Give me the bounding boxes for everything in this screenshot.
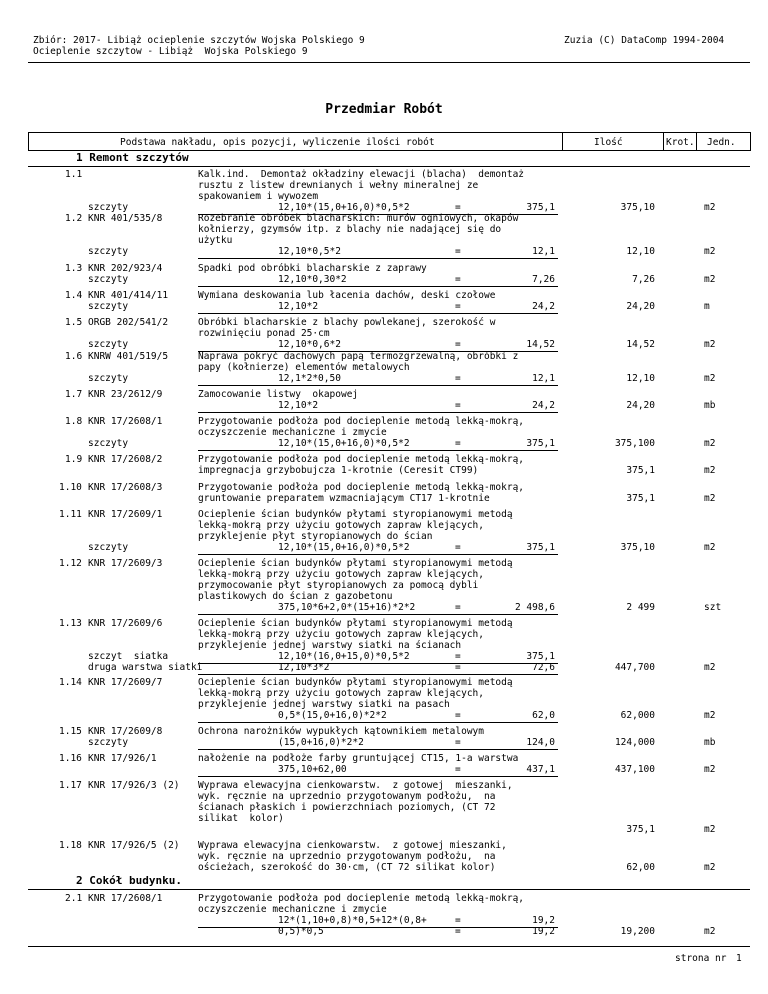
calc-expression: 12,10*0,6*2 — [278, 339, 341, 350]
row-basis: ORGB 202/541/2 — [88, 317, 169, 328]
calc-equals: = — [455, 373, 461, 384]
calc-result: 2 498,6 — [514, 602, 555, 613]
calc-result: 437,1 — [526, 764, 555, 775]
calc-expression: 375,10+62,00 — [278, 764, 347, 775]
row-unit: m2 — [704, 202, 716, 213]
calc-equals: = — [455, 438, 461, 449]
row-description: przyklejenie jednej warstwy siatki na ścianach — [198, 640, 462, 651]
row-description: impregnacja grzybobujcza 1-krotnie (Ceresit CT99) — [198, 465, 479, 476]
row-description: rusztu z listew drewnianych i wełny mineralnej ze — [198, 180, 479, 191]
row-description: Ocieplenie ścian budynków płytami styropianowymi metodą — [198, 618, 513, 629]
row-description: plastikowych do ścian z gazobetonu — [198, 591, 393, 602]
header-software: Zuzia (C) DataComp 1994-2004 — [564, 35, 725, 46]
row-description: Przygotowanie podłoża pod docieplenie metodą lekką-mokrą, — [198, 416, 525, 427]
calc-underline — [198, 286, 558, 287]
row-basis: KNR 202/923/4 — [88, 263, 163, 274]
calc-underline — [198, 776, 558, 777]
row-unit: m2 — [704, 764, 716, 775]
row-basis: KNR 17/2609/8 — [88, 726, 163, 737]
row-description: Kalk.ind. Demontaż okładziny elewacji (blacha) demontaż — [198, 169, 525, 180]
row-quantity: 375,1 — [626, 493, 655, 504]
row-number: 1.7 — [65, 389, 83, 400]
column-header-desc: Podstawa nakładu, opis pozycji, wyliczenie ilości robót — [120, 137, 435, 148]
calc-expression: 12*(1,10+0,8)*0,5+12*(0,8+ — [278, 915, 427, 926]
row-description: gruntowanie preparatem wzmacniającym CT17 1-krotnie — [198, 493, 490, 504]
row-number: 1.12 — [59, 558, 82, 569]
row-unit: m2 — [704, 246, 716, 257]
calc-underline — [198, 614, 558, 615]
calc-underline — [198, 722, 558, 723]
row-basis: KNR 17/2609/7 — [88, 677, 163, 688]
col-sep-unit — [696, 132, 697, 151]
calc-result: 7,26 — [532, 274, 555, 285]
calc-result: 14,52 — [526, 339, 555, 350]
column-header-krot: Krot. — [666, 137, 695, 148]
row-description: lekką-mokrą przy użyciu gotowych zapraw klejących, — [198, 520, 484, 531]
row-quantity: 24,20 — [626, 400, 655, 411]
row-quantity: 375,1 — [626, 824, 655, 835]
row-description: Spadki pod obróbki blacharskie z zaprawy — [198, 263, 427, 274]
column-header-qty: Ilość — [594, 137, 623, 148]
row-number: 1.14 — [59, 677, 82, 688]
row-quantity: 7,26 — [632, 274, 655, 285]
row-basis: KNR 17/2608/2 — [88, 454, 163, 465]
row-description: przyklejenie jednej warstwy siatki na pasach — [198, 699, 450, 710]
row-basis: KNR 17/2608/1 — [88, 893, 163, 904]
row-quantity: 24,20 — [626, 301, 655, 312]
row-label: szczyty — [88, 202, 129, 213]
header-divider — [28, 62, 750, 63]
row-quantity: 62,00 — [626, 862, 655, 873]
calc-equals: = — [455, 737, 461, 748]
row-quantity: 62,000 — [620, 710, 655, 721]
row-description: spakowaniem i wywozem — [198, 191, 319, 202]
row-number: 1.5 — [65, 317, 83, 328]
calc-equals: = — [455, 202, 461, 213]
col-sep-krot — [663, 132, 664, 151]
row-description: Obróbki blacharskie z blachy powlekanej, szerokość w — [198, 317, 496, 328]
row-description: Przygotowanie podłoża pod docieplenie metodą lekką-mokrą, — [198, 482, 525, 493]
calc-expression: 375,10*6+2,0*(15+16)*2*2 — [278, 602, 416, 613]
row-number: 1.8 — [65, 416, 83, 427]
row-number: 1.3 — [65, 263, 83, 274]
calc-expression: 12,10*2 — [278, 400, 319, 411]
footer-page-label: strona nr — [675, 953, 727, 964]
calc-underline — [198, 450, 558, 451]
row-number: 1.17 — [59, 780, 82, 791]
row-basis: KNR 401/535/8 — [88, 213, 163, 224]
row-basis: KNR 17/2608/3 — [88, 482, 163, 493]
section-divider — [28, 166, 750, 167]
row-unit: szt — [704, 602, 722, 613]
row-description: Ocieplenie ścian budynków płytami styropianowymi metodą — [198, 677, 513, 688]
row-number: 1.9 — [65, 454, 83, 465]
header-collection: Zbiór: 2017- Libiąż ocieplenie szczytów Wojska Polskiego 9 — [33, 35, 365, 46]
row-basis: KNR 17/2609/6 — [88, 618, 163, 629]
calc-equals: = — [455, 274, 461, 285]
row-label: szczyty — [88, 274, 129, 285]
calc-result: 12,1 — [532, 246, 555, 257]
footer-divider — [28, 946, 750, 947]
row-quantity: 375,10 — [620, 202, 655, 213]
calc-underline — [198, 412, 558, 413]
calc-expression: 12,10*3*2 — [278, 662, 330, 673]
table-top-border — [28, 132, 750, 133]
calc-expression: 12,10*(15,0+16,0)*0,5*2 — [278, 542, 410, 553]
col-sep-qty — [562, 132, 563, 151]
row-label: szczyt siatka — [88, 651, 169, 662]
row-number: 2.1 — [65, 893, 83, 904]
row-description: wyk. ręcznie na uprzednio przygotowanym podłożu, na — [198, 851, 496, 862]
row-description: Rozebranie obróbek blacharskich: murów ogniowych, okapów — [198, 213, 519, 224]
row-description: Wymiana deskowania lub łacenia dachów, deski czołowe — [198, 290, 496, 301]
row-label: druga warstwa siatki — [88, 662, 203, 673]
calc-result: 62,0 — [532, 710, 555, 721]
row-description: Przygotowanie podłoża pod docieplenie metodą lekką-mokrą, — [198, 454, 525, 465]
row-basis: KNRW 401/519/5 — [88, 351, 169, 362]
row-description: Ochrona narożników wypukłych kątownikiem metalowym — [198, 726, 484, 737]
row-description: przyklejenie płyt styropianowych do ścian — [198, 531, 433, 542]
row-description: nałożenie na podłoże farby gruntującej CT15, 1-a warstwa — [198, 753, 519, 764]
calc-result: 72,6 — [532, 662, 555, 673]
calc-equals: = — [455, 651, 461, 662]
row-description: rozwinięciu ponad 25·cm — [198, 328, 330, 339]
calc-result: 124,0 — [526, 737, 555, 748]
row-basis: KNR 23/2612/9 — [88, 389, 163, 400]
row-unit: m2 — [704, 862, 716, 873]
row-number: 1.13 — [59, 618, 82, 629]
row-description: ościeżach, szerokość do 30·cm, (CT 72 silikat kolor) — [198, 862, 496, 873]
row-number: 1.1 — [65, 169, 83, 180]
row-description: Ocieplenie ścian budynków płytami styropianowymi metodą — [198, 509, 513, 520]
row-description: Ocieplenie ścian budynków płytami styropianowymi metodą — [198, 558, 513, 569]
calc-underline — [198, 749, 558, 750]
row-description: przymocowanie płyt styropianowych za pomocą dybli — [198, 580, 479, 591]
header-project: Ocieplenie szczytow - Libiąż Wojska Polskiego 9 — [33, 46, 308, 57]
calc-equals: = — [455, 926, 461, 937]
calc-equals: = — [455, 339, 461, 350]
calc-equals: = — [455, 662, 461, 673]
row-unit: m2 — [704, 542, 716, 553]
row-description: Zamocowanie listwy okapowej — [198, 389, 359, 400]
row-number: 1.2 — [65, 213, 83, 224]
calc-expression: 12,10*(15,0+16,0)*0,5*2 — [278, 202, 410, 213]
row-number: 1.11 — [59, 509, 82, 520]
calc-result: 19,2 — [532, 915, 555, 926]
calc-equals: = — [455, 764, 461, 775]
row-description: ścianach płaskich i powierzchniach poziomych, (CT 72 — [198, 802, 496, 813]
row-quantity: 2 499 — [626, 602, 655, 613]
calc-result: 24,2 — [532, 400, 555, 411]
row-quantity: 19,200 — [620, 926, 655, 937]
row-unit: m2 — [704, 274, 716, 285]
section-title: 2 Cokół budynku. — [76, 874, 182, 887]
row-basis: KNR 17/2609/1 — [88, 509, 163, 520]
row-number: 1.4 — [65, 290, 83, 301]
row-unit: m2 — [704, 373, 716, 384]
row-description: Wyprawa elewacyjna cienkowarstw. z gotowej mieszanki, — [198, 840, 507, 851]
row-unit: m2 — [704, 710, 716, 721]
row-unit: m2 — [704, 465, 716, 476]
row-description: Naprawa pokryć dachowych papą termozgrzewalną, obróbki z — [198, 351, 519, 362]
calc-result: 12,1 — [532, 373, 555, 384]
row-unit: m2 — [704, 662, 716, 673]
row-quantity: 12,10 — [626, 373, 655, 384]
section-divider — [28, 889, 750, 890]
row-number: 1.16 — [59, 753, 82, 764]
calc-expression: 12,10*0,5*2 — [278, 246, 341, 257]
row-quantity: 437,100 — [614, 764, 655, 775]
calc-underline — [198, 554, 558, 555]
calc-expression: 12,1*2*0,50 — [278, 373, 341, 384]
row-number: 1.18 — [59, 840, 82, 851]
row-number: 1.6 — [65, 351, 83, 362]
page-title: Przedmiar Robót — [325, 102, 443, 117]
row-label: szczyty — [88, 438, 129, 449]
row-basis: KNR 17/926/3 (2) — [88, 780, 180, 791]
row-unit: m2 — [704, 339, 716, 350]
calc-result: 19,2 — [532, 926, 555, 937]
calc-equals: = — [455, 301, 461, 312]
row-label: szczyty — [88, 737, 129, 748]
calc-underline — [198, 313, 558, 314]
calc-expression: 0,5*(15,0+16,0)*2*2 — [278, 710, 387, 721]
row-quantity: 12,10 — [626, 246, 655, 257]
row-description: lekką-mokrą przy użyciu gotowych zapraw klejących, — [198, 569, 484, 580]
calc-expression: 12,10*(15,0+16,0)*0,5*2 — [278, 438, 410, 449]
calc-expression: 0,5)*0,5 — [278, 926, 324, 937]
row-quantity: 124,000 — [614, 737, 655, 748]
row-quantity: 375,100 — [614, 438, 655, 449]
row-description: oczyszczenie mechaniczne i zmycie — [198, 904, 387, 915]
calc-underline — [198, 385, 558, 386]
calc-expression: (15,0+16,0)*2*2 — [278, 737, 364, 748]
row-basis: KNR 17/2608/1 — [88, 416, 163, 427]
row-description: Przygotowanie podłoża pod docieplenie metodą lekką-mokrą, — [198, 893, 525, 904]
row-basis: KNR 17/926/5 (2) — [88, 840, 180, 851]
row-description: wyk. ręcznie na uprzednio przygotowanym podłożu, na — [198, 791, 496, 802]
calc-equals: = — [455, 400, 461, 411]
row-description: użytku — [198, 235, 233, 246]
row-basis: KNR 17/2609/3 — [88, 558, 163, 569]
row-description: oczyszczenie mechaniczne i zmycie — [198, 427, 387, 438]
row-quantity: 14,52 — [626, 339, 655, 350]
calc-result: 375,1 — [526, 202, 555, 213]
row-description: kołnierzy, gzymsów itp. z blachy nie nadającej się do — [198, 224, 502, 235]
row-unit: m2 — [704, 493, 716, 504]
row-label: szczyty — [88, 301, 129, 312]
row-unit: m2 — [704, 926, 716, 937]
row-description: silikat kolor) — [198, 813, 284, 824]
row-quantity: 375,10 — [620, 542, 655, 553]
row-description: lekką-mokrą przy użyciu gotowych zapraw klejących, — [198, 629, 484, 640]
calc-result: 24,2 — [532, 301, 555, 312]
row-unit: m2 — [704, 824, 716, 835]
row-description: Wyprawa elewacyjna cienkowarstw. z gotowej mieszanki, — [198, 780, 513, 791]
row-basis: KNR 17/926/1 — [88, 753, 157, 764]
row-label: szczyty — [88, 542, 129, 553]
row-unit: m — [704, 301, 710, 312]
row-number: 1.10 — [59, 482, 82, 493]
calc-expression: 12,10*(16,0+15,0)*0,5*2 — [278, 651, 410, 662]
row-description: papy (kołnierze) elementów metalowych — [198, 362, 410, 373]
row-label: szczyty — [88, 373, 129, 384]
calc-result: 375,1 — [526, 542, 555, 553]
row-basis: KNR 401/414/11 — [88, 290, 169, 301]
calc-underline — [198, 258, 558, 259]
table-left-border — [28, 132, 29, 151]
footer-page-number: 1 — [736, 953, 742, 964]
row-unit: mb — [704, 400, 716, 411]
calc-result: 375,1 — [526, 438, 555, 449]
section-title: 1 Remont szczytów — [76, 151, 189, 164]
calc-equals: = — [455, 710, 461, 721]
calc-expression: 12,10*0,30*2 — [278, 274, 347, 285]
row-quantity: 447,700 — [614, 662, 655, 673]
row-unit: m2 — [704, 438, 716, 449]
table-right-border — [750, 132, 751, 151]
row-label: szczyty — [88, 246, 129, 257]
column-header-unit: Jedn. — [707, 137, 736, 148]
row-label: szczyty — [88, 339, 129, 350]
row-description: lekką-mokrą przy użyciu gotowych zapraw klejących, — [198, 688, 484, 699]
calc-equals: = — [455, 542, 461, 553]
calc-underline — [198, 674, 558, 675]
calc-expression: 12,10*2 — [278, 301, 319, 312]
calc-equals: = — [455, 915, 461, 926]
row-unit: mb — [704, 737, 716, 748]
calc-result: 375,1 — [526, 651, 555, 662]
row-quantity: 375,1 — [626, 465, 655, 476]
calc-equals: = — [455, 602, 461, 613]
row-number: 1.15 — [59, 726, 82, 737]
calc-equals: = — [455, 246, 461, 257]
